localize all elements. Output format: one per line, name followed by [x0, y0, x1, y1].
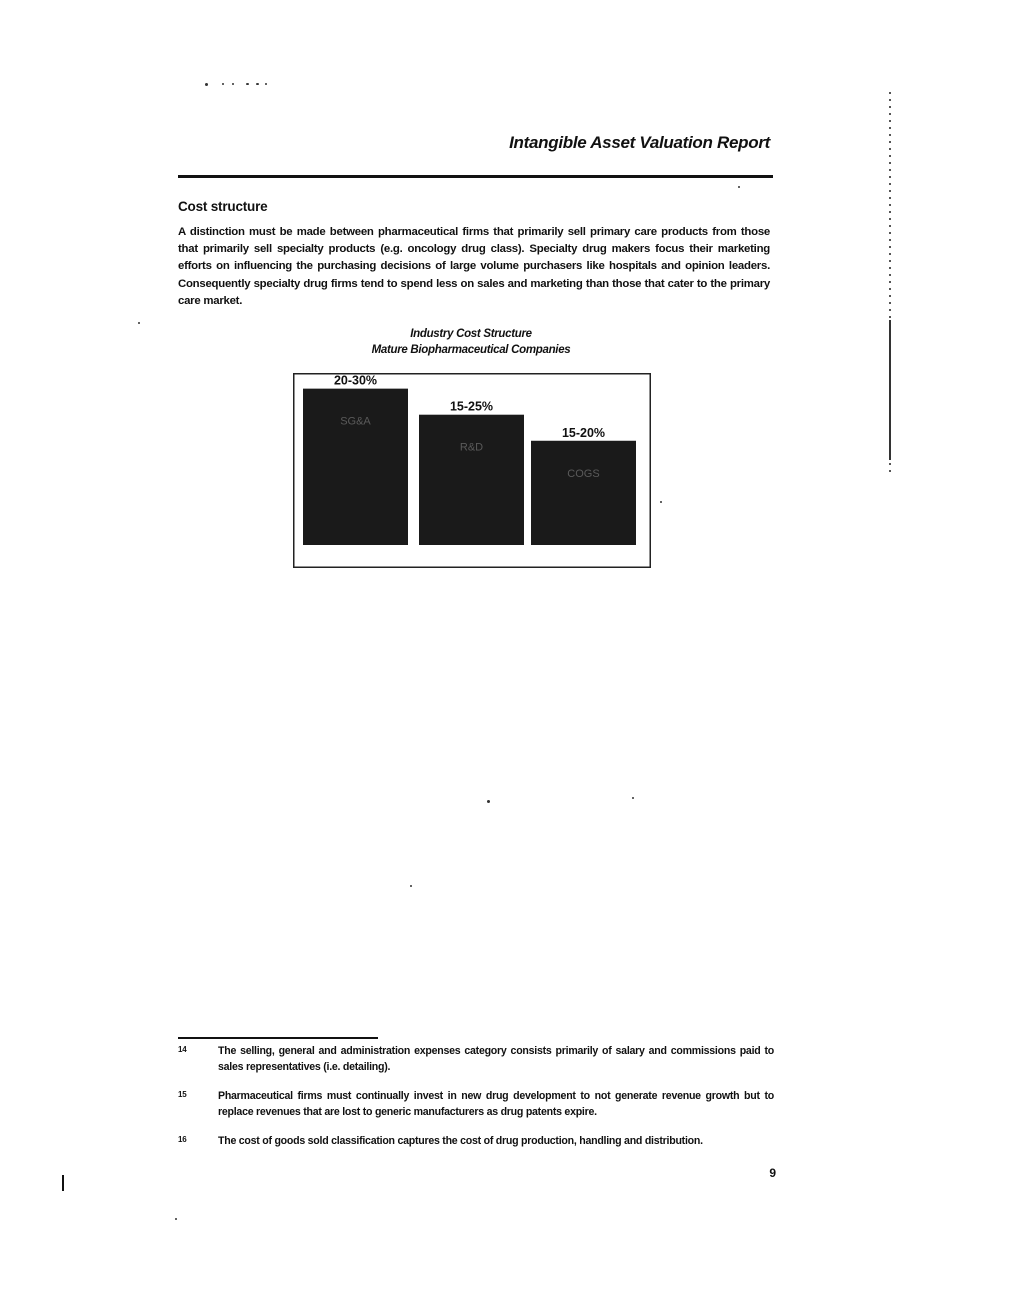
section-paragraph: A distinction must be made between pharmaceutical firms that primarily sell primary care products from those that primarily sell specialty products (e.g. oncology drug class). Specialty drug makers focus their marketing efforts on influencing the purchasing decisions of large volume purchasers like hospitals and opinion leaders. Consequently specialty drug firms tend to spend less on sales and marketing than those that cater to the primary care market. — [178, 226, 770, 307]
chart-title: Industry Cost Structure — [410, 328, 532, 340]
footnote-text: The selling, general and administration expenses category consists primarily of salary and commissions paid to sales representatives (i.e. detailing). — [218, 1045, 774, 1073]
bar-value-label: 15-20% — [561, 425, 606, 440]
scan-speck — [246, 83, 249, 85]
scan-speck — [632, 797, 634, 799]
cost-structure-chart — [293, 373, 651, 568]
footnote-text: Pharmaceutical firms must continually invest in new drug development to not generate revenue growth but to replace revenues that are lost to generic manufacturers as drug patents expire. — [218, 1090, 774, 1118]
scan-speck — [410, 885, 412, 887]
footnote-number: 15 — [178, 1090, 187, 1099]
footnote-number: 16 — [178, 1135, 187, 1144]
scan-speck — [138, 322, 140, 324]
header-rule — [178, 175, 773, 178]
footnote-number: 14 — [178, 1045, 187, 1054]
bar-value-label: 15-25% — [449, 399, 494, 414]
scan-speck — [265, 83, 267, 85]
footnote-15 — [178, 1089, 776, 1123]
bar-value-label: 20-30% — [333, 373, 378, 388]
scan-speck — [175, 1218, 177, 1220]
bar-rd — [419, 415, 524, 545]
bar-chart-svg — [293, 373, 651, 568]
scan-speck — [205, 83, 208, 86]
scan-speck — [660, 501, 662, 503]
scan-speck — [222, 83, 224, 85]
bar-category-label: COGS — [567, 467, 600, 480]
scan-speck — [232, 83, 234, 85]
footnote-14 — [178, 1044, 776, 1078]
scan-binding-mark-solid — [889, 320, 891, 460]
bar-cogs — [531, 441, 636, 545]
scan-speck — [256, 83, 259, 85]
report-title: Intangible Asset Valuation Report — [509, 133, 770, 152]
scan-speck — [487, 800, 490, 803]
bar-category-label: R&D — [459, 441, 484, 454]
section-heading: Cost structure — [178, 199, 268, 214]
footnote-text: The cost of goods sold classification captures the cost of drug production, handling and distribution. — [218, 1135, 703, 1147]
footnote-rule — [178, 1037, 378, 1039]
bar-category-label: SG&A — [340, 415, 371, 428]
scan-speck — [738, 186, 740, 188]
scan-margin-mark — [62, 1175, 64, 1191]
page-number: 9 — [769, 1166, 776, 1180]
bar-sga — [303, 389, 408, 545]
chart-subtitle: Mature Biopharmaceutical Companies — [371, 344, 571, 356]
footnote-16 — [178, 1134, 776, 1152]
